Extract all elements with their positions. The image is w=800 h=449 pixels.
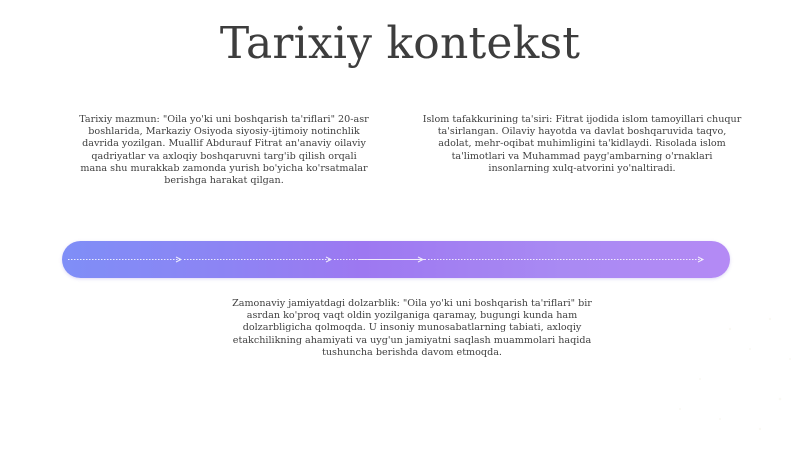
timeline-bar (62, 241, 730, 278)
slide-title: Tarixiy kontekst (219, 18, 581, 69)
islamic-influence-text: Islom tafakkurining ta'siri: Fitrat ijodida islom tamoyillari chuqur ta'sirlangan. Oilaviy hayotda va davlat boshqaruvida taqvo, adolat, mehr-oqibat muhimligini ta'kidlaydi. Risolada islom ta'limotlari va Muhammad payg'ambarning o'rnaklari insonlarning xulq-atvorini yo'naltiradi. (422, 114, 742, 174)
historical-context-text: Tarixiy mazmun: "Oila yo'ki uni boshqarish ta'riflari" 20-asr boshlarida, Markaziy Osiyoda siyosiy-ijtimoiy notinchlik davrida yozilgan. Muallif Abdurauf Fitrat an'anaviy oilaviy qadriyatlar va axloqiy boshqaruvni targ'ib qilish orqali mana shu murakkab zamonda yurish bo'yicha ko'rsatmalar berishga harakat qilgan. (79, 114, 369, 187)
modern-relevance-text: Zamonaviy jamiyatdagi dolzarblik: "Oila yo'ki uni boshqarish ta'riflari" bir asrdan ko'proq vaqt oldin yozilganiga qaramay, bugungi kunda ham dolzarbligicha qolmoqda. U insoniy munosabatlarning tabiati, axloqiy etakchilikning ahamiyati va uyg'un jamiyatni saqlash muammolari haqida tushuncha berishda davom etmoqda. (232, 298, 592, 358)
background-decoration (580, 289, 800, 449)
timeline-arrows (62, 241, 730, 278)
